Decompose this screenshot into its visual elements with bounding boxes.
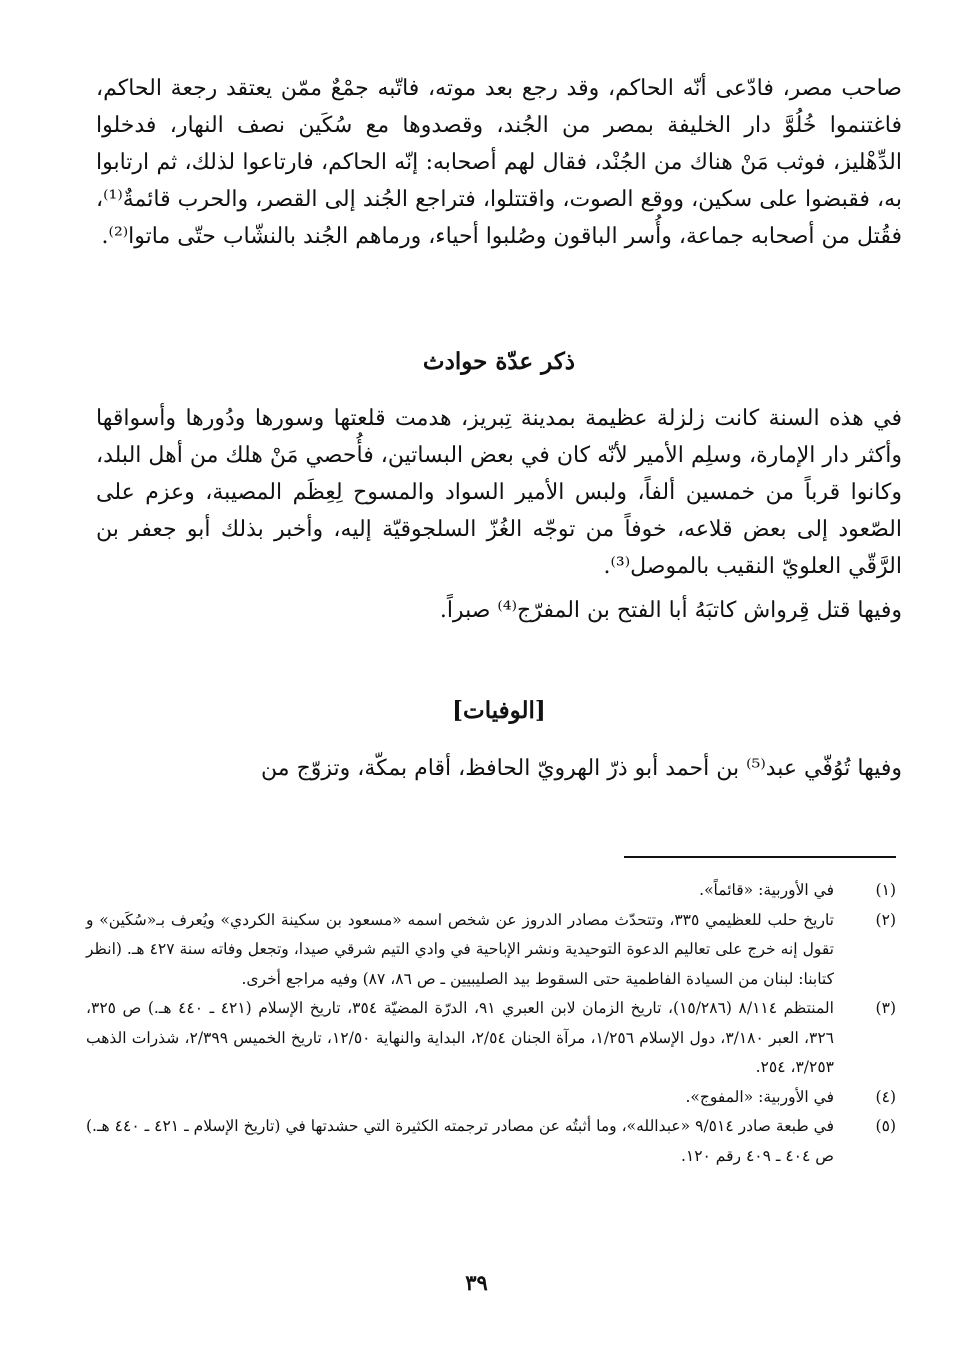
footnote-text: في الأوربية: «المفوج». bbox=[685, 1087, 834, 1106]
footnotes bbox=[86, 876, 896, 1171]
footnote-text: المنتظم ٨/١١٤ (١٥/٢٨٦)، تاريخ الزمان لابن العبري ٩١، الدرّة المضيّة ٣٥٤، تاريخ الإسلام (٤٢١ ـ ٤٤٠ هـ.) ص ٣٢٥، ٣٢٦، العبر ٣/١٨٠، دول الإسلام ١/٢٥٦، مرآة الجنان ٢/٥٤، البداية والنهاية ١٢/٥٠، تاريخ الخميس ٢/٣٩٩، شذرات الذهب ٣/٢٥٣، ٢٥٤. bbox=[86, 999, 834, 1076]
section-heading-deaths: [الوفيات] bbox=[452, 697, 546, 724]
paragraph-2: في هذه السنة كانت زلزلة عظيمة بمدينة تِبريز، هدمت قلعتها وسورها ودُورها وأسواقها وأكثر دار الإمارة، وسلِم الأمير لأنّه كان في بعض البساتين، فأُحصي مَنْ هلك من أهل البلد، وكانوا قرباً من خمسين ألفاً، ولبس الأمير السواد والمسوح لِعِظَم المصيبة، وعزم على الصّعود إلى بعض قلاعه، خوفاً من توجّه الغُزّ السلجوقيّة إليه، وأخبر بذلك أبو جعفر بن الرَّقّي العلويّ النقيب بالموصل⁽³⁾. bbox=[96, 406, 902, 579]
section-heading-events: ذكر عدّة حوادث bbox=[422, 348, 576, 375]
footnote-text: في طبعة صادر ٩/٥١٤ «عبدالله»، وما أثبتُه عن مصادر ترجمته الكثيرة التي حشدتها في (تاريخ الإسلام ـ ٤٢١ ـ ٤٤٠ هـ.) ص ٤٠٤ ـ ٤٠٩ رقم ١٢٠. bbox=[86, 1117, 834, 1165]
page-number: ٣٩ bbox=[465, 1270, 488, 1295]
footnote-2 bbox=[86, 906, 896, 995]
paragraph-3: وفيها قتل قِرواش كاتبَهُ أبا الفتح بن المفرّج⁽⁴⁾ صبراً. bbox=[439, 598, 902, 623]
footnote-3 bbox=[86, 994, 896, 1083]
footnote-text: تاريخ حلب للعظيمي ٣٣٥، وتتحدّث مصادر الدروز عن شخص اسمه «مسعود بن سكينة الكردي» ويُعرف بـ«سُكَين» و تقول إنه خرج على تعاليم الدعوة التوحيدية ونشر الإباحية في وادي التيم شرقي صيدا، وتجعل وفاته سنة ٤٢٧ هـ. (انظر كتابنا: لبنان من السيادة الفاطمية حتى السقوط بيد الصليبيين ـ ص ٨٦، ٨٧) وفيه مراجع أخرى. bbox=[86, 910, 834, 988]
main-text-block-3 bbox=[96, 750, 902, 787]
footnote-number: (١) bbox=[875, 881, 896, 899]
footnote-number: (٥) bbox=[875, 1117, 896, 1135]
footnote-1 bbox=[86, 876, 896, 906]
footnote-number: (٢) bbox=[875, 910, 896, 929]
paragraph-1: صاحب مصر، فادّعى أنّه الحاكم، وقد رجع بعد موته، فاتّبه جمْعٌ ممّن يعتقد رجعة الحاكم، فاغتنموا خُلُوَّ دار الخليفة بمصر من الجُند، وقصدوها مع سُكَين نصف النهار، فدخلوا الدِّهْليز، فوثب مَنْ هناك من الجُنْد، فقال لهم أصحابه: إنّه الحاكم، فارتاعوا لذلك، ثم ارتابوا به، فقبضوا على سكين، ووقع الصوت، واقتتلوا، فتراجع الجُند إلى القصر، والحرب قائمةٌ⁽¹⁾، فقُتل من أصحابه جماعة، وأُسر الباقون وصُلبوا أحياء، ورماهم الجُند بالنشّاب حتّى ماتوا⁽²⁾. bbox=[96, 76, 902, 249]
footnote-number: (٤) bbox=[875, 1087, 896, 1106]
main-text-block-2 bbox=[96, 400, 902, 629]
footnote-5 bbox=[86, 1112, 896, 1171]
footnote-text: في الأوربية: «قائماً». bbox=[699, 881, 834, 899]
footnote-number: (٣) bbox=[875, 999, 896, 1017]
footnote-separator bbox=[624, 856, 896, 858]
footnote-4 bbox=[86, 1083, 896, 1113]
main-text-block-1 bbox=[96, 70, 902, 255]
paragraph-4: وفيها تُوُفّي عبد⁽⁵⁾ بن أحمد أبو ذرّ الهرويّ الحافظ، أقام بمكّة، وتزوّج من bbox=[261, 756, 902, 781]
